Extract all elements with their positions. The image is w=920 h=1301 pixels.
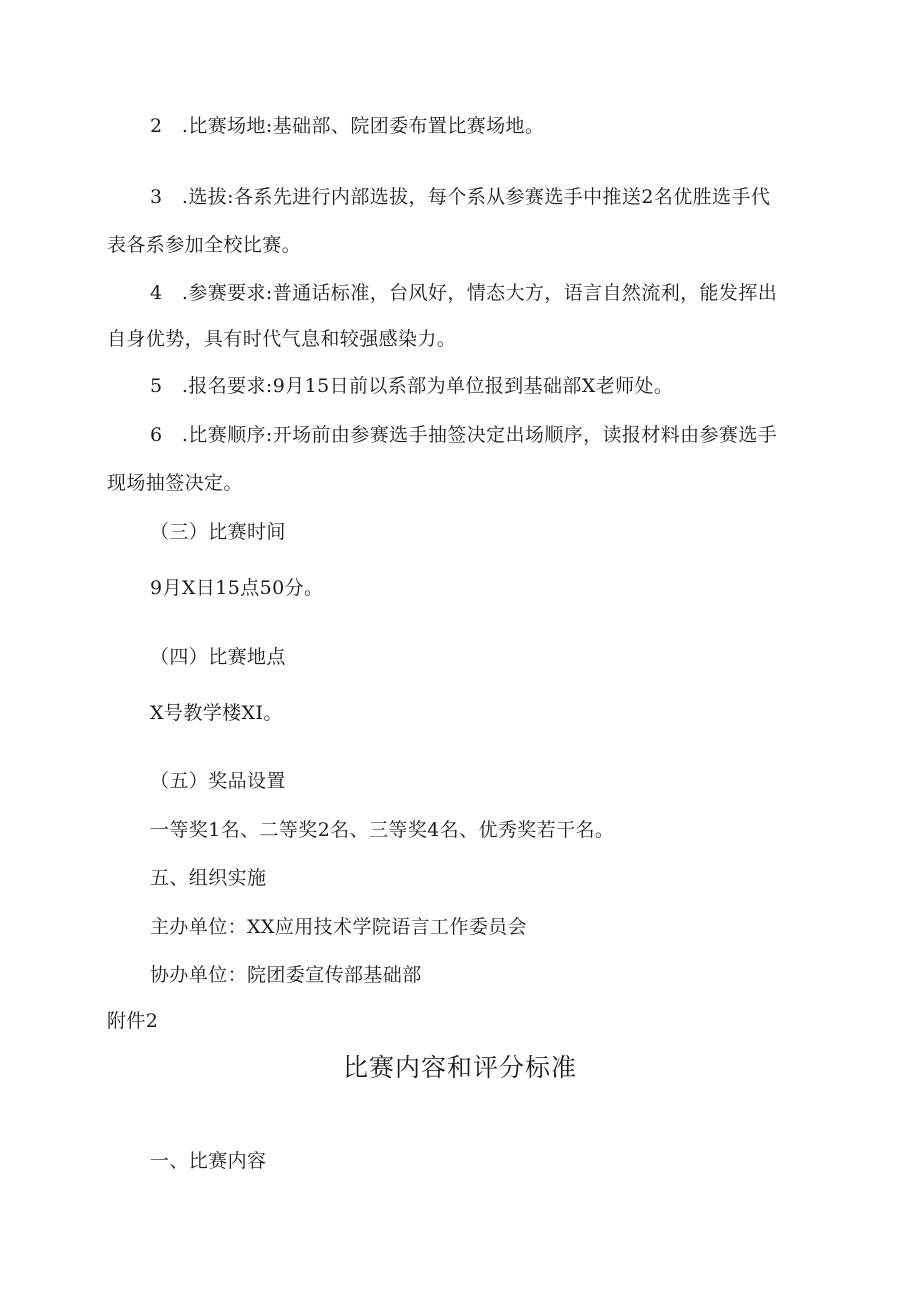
item-3-line-1: 3 .选拔:各系先进行内部选拔，每个系从参赛选手中推送2名优胜选手代 [150,186,771,208]
section-5-heading: （五）奖品设置 [150,770,286,792]
item-6-line-1: 6 .比赛顺序:开场前由参赛选手抽签决定出场顺序，读报材料由参赛选手 [150,424,778,446]
section-4-heading: （四）比赛地点 [150,646,286,668]
item-2-line-1: 2 .比赛场地:基础部、院团委布置比赛场地。 [150,115,545,137]
item-4-line-1: 4 .参赛要求:普通话标准，台风好，情态大方，语言自然流利，能发挥出 [150,282,778,304]
attachment-label: 附件2 [107,1010,159,1032]
section-5-text: 一等奖1名、二等奖2名、三等奖4名、优秀奖若干名。 [150,819,615,841]
item-4-line-2: 自身优势，具有时代气息和较强感染力。 [107,328,457,350]
organizer-text: 主办单位：XX应用技术学院语言工作委员会 [150,916,528,938]
content-heading: 一、比赛内容 [150,1150,267,1172]
section-4-text: X号教学楼XI。 [150,702,283,724]
organization-heading: 五、组织实施 [150,867,267,889]
section-3-text: 9月X日15点50分。 [150,577,324,599]
attachment-title: 比赛内容和评分标准 [342,1053,577,1082]
item-3-line-2: 表各系参加全校比赛。 [107,234,302,256]
item-5-line-1: 5 .报名要求:9月15日前以系部为单位报到基础部X老师处。 [150,375,674,397]
section-3-heading: （三）比赛时间 [150,521,286,543]
item-6-line-2: 现场抽签决定。 [107,472,243,494]
co-organizer-text: 协办单位：院团委宣传部基础部 [150,964,422,986]
